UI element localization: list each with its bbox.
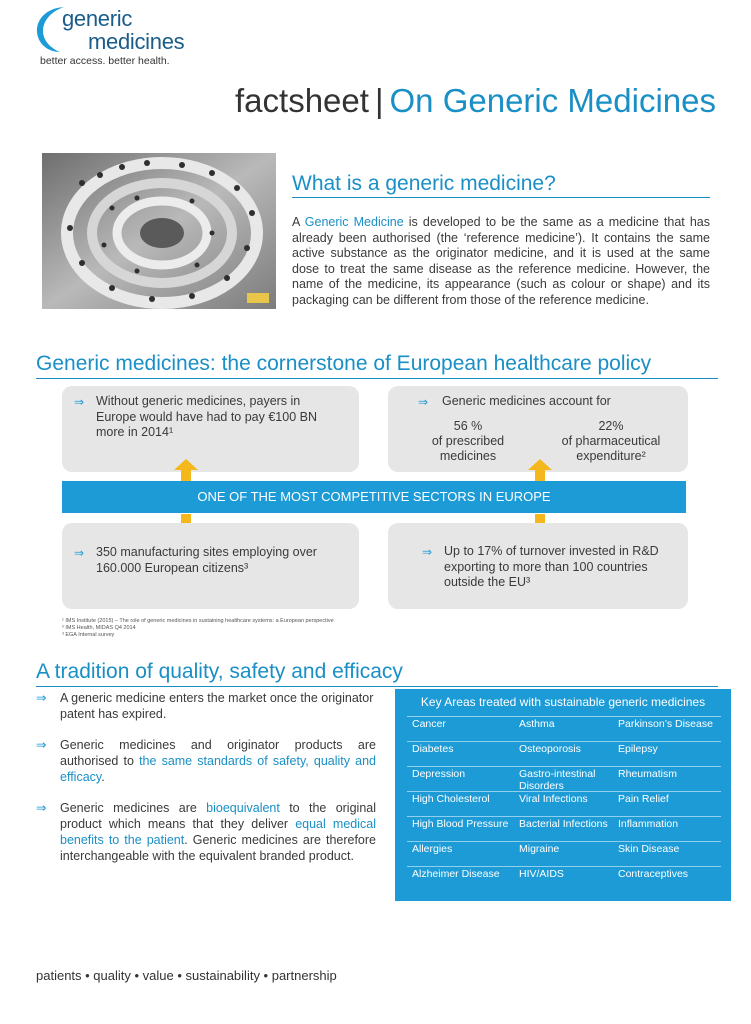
arrow-up-icon xyxy=(174,459,198,481)
table-cell: Migraine xyxy=(519,843,560,855)
table-cell: HIV/AIDS xyxy=(519,868,564,880)
table-cell: Diabetes xyxy=(412,743,454,755)
table-cell: Osteoporosis xyxy=(519,743,581,755)
arrow-right-icon: ⇒ xyxy=(36,691,47,705)
table-cell: Viral Infections xyxy=(519,793,588,805)
bullet-text xyxy=(60,737,376,785)
logo-tagline: better access. better health. xyxy=(40,55,170,67)
info-box-savings xyxy=(62,386,359,472)
logo-text-medicines: medicines xyxy=(88,29,185,54)
table-cell: Contraceptives xyxy=(618,868,689,880)
info-box-manufacturing xyxy=(62,523,359,609)
table-cell: Skin Disease xyxy=(618,843,680,855)
savings-text: Without generic medicines, payers in Europe would have had to pay €100 BN more in 2014¹ xyxy=(96,394,317,439)
table-row xyxy=(407,816,721,839)
key-areas-table xyxy=(395,689,731,901)
bullet-item xyxy=(36,737,376,785)
stat-prescribed xyxy=(418,419,518,464)
table-cell: Gastro-intestinal Disorders xyxy=(519,768,596,792)
arrow-right-icon: ⇒ xyxy=(422,545,433,559)
page-title xyxy=(235,82,716,120)
table-cell: Asthma xyxy=(519,718,555,730)
bullet3-highlight-2: equal medical benefits to the patient xyxy=(60,817,376,847)
arrow-right-icon: ⇒ xyxy=(74,395,85,409)
table-cell: Allergies xyxy=(412,843,453,855)
table-cell: Epilepsy xyxy=(618,743,658,755)
table-row xyxy=(407,866,721,889)
info-box-rnd xyxy=(388,523,688,609)
arrow-right-icon: ⇒ xyxy=(418,395,429,409)
bullet2-pre: Generic medicines and originator products are authorised to xyxy=(60,738,376,768)
footnote-2: ² IMS Health, MIDAS Q4 2014 xyxy=(62,625,136,631)
bullet-item xyxy=(36,800,376,864)
rnd-text: Up to 17% of turnover invested in R&D exporting to more than 100 countries outside the EU³ xyxy=(444,544,659,589)
title-topic: On Generic Medicines xyxy=(389,82,716,119)
bullet2-post: . xyxy=(101,770,105,784)
table-cell: High Blood Pressure xyxy=(412,818,509,830)
section-title-what-is: What is a generic medicine? xyxy=(292,172,556,195)
table-row xyxy=(407,741,721,764)
table-cell: Alzheimer Disease xyxy=(412,868,500,880)
section-rule xyxy=(292,197,710,198)
intro-paragraph xyxy=(292,215,710,308)
section-title-tradition: A tradition of quality, safety and efficacy xyxy=(36,660,403,683)
manufacturing-text: 350 manufacturing sites employing over 160.000 European citizens³ xyxy=(96,545,317,575)
stat-expenditure xyxy=(546,419,676,464)
table-cell: High Cholesterol xyxy=(412,793,490,805)
table-row xyxy=(407,766,721,792)
bullet3-pre: Generic medicines are xyxy=(60,801,207,815)
staircase-photo xyxy=(42,153,276,309)
intro-highlight: Generic Medicine xyxy=(304,215,404,229)
bullet-text xyxy=(60,800,376,864)
table-title: Key Areas treated with sustainable generic medicines xyxy=(420,695,706,709)
arrow-right-icon: ⇒ xyxy=(36,738,47,752)
table-cell: Inflammation xyxy=(618,818,679,830)
footer-values: patients • quality • value • sustainability • partnership xyxy=(36,968,337,983)
table-cell: Rheumatism xyxy=(618,768,677,780)
table-row xyxy=(407,791,721,814)
share-intro: Generic medicines account for xyxy=(442,394,611,408)
competitive-sectors-banner: ONE OF THE MOST COMPETITIVE SECTORS IN EUROPE xyxy=(62,481,686,513)
stat-expenditure-value: 22% xyxy=(598,419,624,433)
stat-prescribed-label: of prescribed medicines xyxy=(431,434,505,463)
table-cell: Parkinson’s Disease xyxy=(618,718,713,730)
section-rule xyxy=(36,378,718,379)
title-factsheet: factsheet xyxy=(235,82,369,119)
footnote-1: ¹ IMS Institute (2015) – The role of generic medicines in sustaining healthcare systems: a European perspective xyxy=(62,618,334,624)
table-cell: Bacterial Infections xyxy=(519,818,608,830)
bullet3-post: . Generic medicines are therefore interchangeable with the equivalent branded product. xyxy=(60,833,376,863)
bullet3-mid: to the original product which means that they deliver xyxy=(60,801,376,831)
table-row xyxy=(407,841,721,864)
table-cell: Cancer xyxy=(412,718,446,730)
table-cell: Depression xyxy=(412,768,466,780)
section-rule xyxy=(36,686,718,687)
stat-prescribed-value: 56 % xyxy=(453,419,483,433)
logo-text-generic: generic xyxy=(62,6,133,31)
table-cell: Pain Relief xyxy=(618,793,669,805)
intro-post: is developed to be the same as a medicine that has already been authorised (the ‘reference medicine’). It contains the same active substance as the originator medicine, and it is used at the same dose to treat the same disease as the reference medicine. However, the name of the medicine, its appearance (such as colour or shape) and its packaging can be different from those of the reference medicine. xyxy=(292,215,711,307)
intro-pre: A xyxy=(292,215,305,229)
arrow-right-icon: ⇒ xyxy=(74,546,85,560)
table-row xyxy=(407,716,721,739)
stat-expenditure-label: of pharmaceutical expenditure² xyxy=(561,434,661,463)
section-title-cornerstone: Generic medicines: the cornerstone of European healthcare policy xyxy=(36,352,652,375)
footnote-3: ³ EGA Internal survey xyxy=(62,632,115,638)
title-separator: | xyxy=(374,82,384,119)
bullet-item xyxy=(36,690,376,722)
bullet3-highlight-1: bioequivalent xyxy=(206,801,280,815)
arrow-right-icon: ⇒ xyxy=(36,801,47,815)
bullet2-highlight: the same standards of safety, quality and efficacy xyxy=(60,754,376,784)
arrow-up-icon xyxy=(528,459,552,481)
bullet-text: A generic medicine enters the market once the originator patent has expired. xyxy=(60,691,374,721)
